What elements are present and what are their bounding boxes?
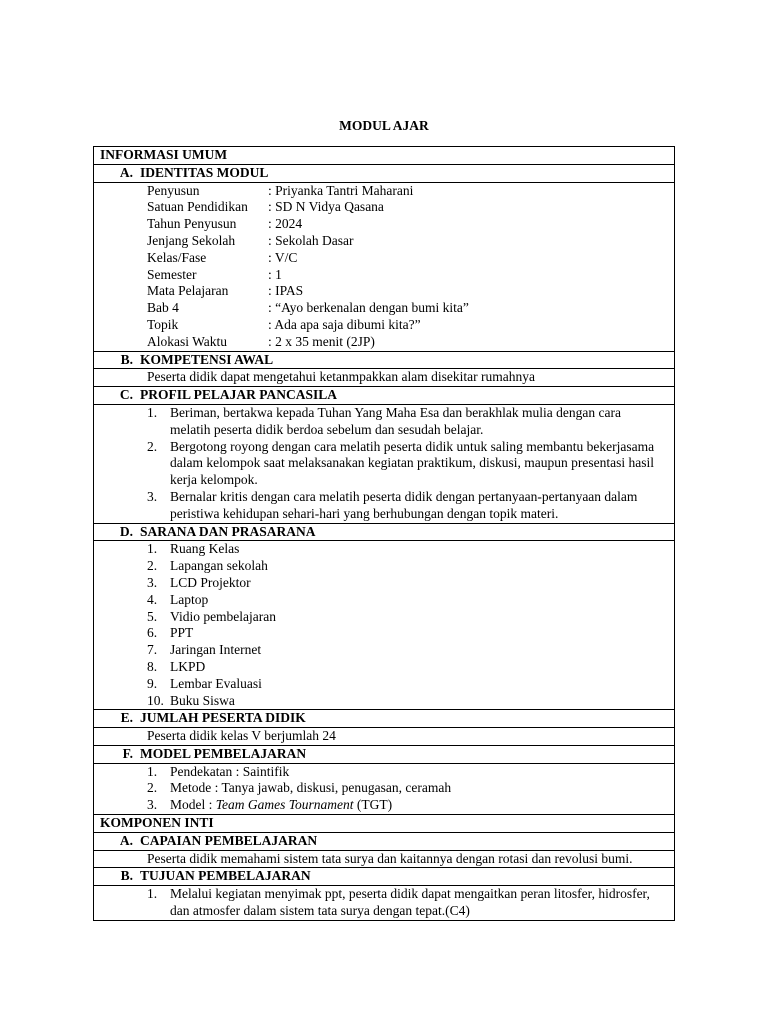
item-number: 1. <box>147 763 158 779</box>
section-heading: JUMLAH PESERTA DIDIK <box>140 710 306 726</box>
list-item <box>147 575 664 592</box>
identitas-value: : Priyanka Tantri Maharani <box>268 182 414 198</box>
identitas-value: : 2024 <box>268 216 303 232</box>
identitas-value: : Ada apa saja dibumi kita?” <box>268 316 421 332</box>
sarana-body <box>94 541 675 710</box>
item-number: 2. <box>147 780 158 796</box>
section-letter: A. <box>119 164 133 180</box>
sarana-heading-cell <box>94 523 675 541</box>
identitas-row <box>147 334 664 351</box>
kompetensi-text: Peserta didik dapat mengetahui ketanmpakkan alam disekitar rumahnya <box>94 369 675 387</box>
section-letter: D. <box>119 523 133 539</box>
identitas-row <box>147 317 664 334</box>
identitas-label: Topik <box>147 316 179 332</box>
item-text: Beriman, bertakwa kepada Tuhan Yang Maha Esa dan berakhlak mulia dengan cara melatih peserta didik berdoa sebelum dan sesudah belajar. <box>170 404 621 437</box>
profil-list <box>147 405 664 523</box>
model-suffix: (TGT) <box>353 797 393 813</box>
model-name-italic: Team Games Tournament <box>215 797 354 813</box>
item-number: 10. <box>147 692 164 708</box>
komponen-inti-heading: KOMPONEN INTI <box>94 815 675 833</box>
item-text: Pendekatan : Saintifik <box>170 763 290 779</box>
identitas-label: Tahun Penyusun <box>147 216 237 232</box>
section-letter: B. <box>120 351 133 367</box>
item-text: Vidio pembelajaran <box>170 608 277 624</box>
item-text <box>170 797 392 814</box>
identitas-row <box>147 216 664 233</box>
module-table <box>93 146 675 921</box>
kompetensi-heading-cell <box>94 351 675 369</box>
identitas-label: Penyusun <box>147 182 200 198</box>
section-heading: TUJUAN PEMBELAJARAN <box>140 868 311 884</box>
item-text: Bergotong royong dengan cara melatih peserta didik untuk saling membantu bekerjasama dalam kelompok saat melaksanakan kegiatan praktikum, diskusi, maupun presentasi hasil kerja kelompok. <box>170 438 655 488</box>
capaian-heading-cell <box>94 832 675 850</box>
document-title: MODUL AJAR <box>339 118 429 133</box>
item-number: 1. <box>147 404 158 420</box>
section-heading: PROFIL PELAJAR PANCASILA <box>140 387 338 403</box>
identitas-label: Alokasi Waktu <box>147 333 228 349</box>
item-text: Lapangan sekolah <box>170 558 268 574</box>
list-item <box>147 780 664 797</box>
section-heading: SARANA DAN PRASARANA <box>140 523 316 539</box>
item-text: Jaringan Internet <box>170 642 262 658</box>
identitas-label: Bab 4 <box>147 300 179 316</box>
model-list <box>147 764 664 814</box>
item-number: 2. <box>147 438 158 454</box>
tujuan-heading-cell <box>94 868 675 886</box>
informasi-umum-heading: INFORMASI UMUM <box>94 147 675 165</box>
item-number: 6. <box>147 625 158 641</box>
list-item <box>147 405 664 439</box>
section-letter: F. <box>122 745 133 761</box>
identitas-row <box>147 250 664 267</box>
identitas-label: Semester <box>147 266 197 282</box>
jumlah-text: Peserta didik kelas V berjumlah 24 <box>94 728 675 746</box>
item-text: Buku Siswa <box>170 692 235 708</box>
item-number: 3. <box>147 574 158 590</box>
item-number: 3. <box>147 797 158 813</box>
item-number: 8. <box>147 658 158 674</box>
list-item <box>147 609 664 626</box>
item-text: Bernalar kritis dengan cara melatih peserta didik dengan pertanyaan-pertanyaan dalam peristiwa kehidupan sehari-hari yang berhubungan dengan topik materi. <box>170 488 638 521</box>
identitas-row <box>147 300 664 317</box>
list-item <box>147 886 664 920</box>
list-item <box>147 489 664 523</box>
item-text: Laptop <box>170 591 209 607</box>
identitas-body <box>94 182 675 351</box>
identitas-value: : IPAS <box>268 283 304 299</box>
tujuan-list <box>147 886 664 920</box>
section-letter: B. <box>120 868 133 884</box>
capaian-text: Peserta didik memahami sistem tata surya dan kaitannya dengan rotasi dan revolusi bumi. <box>94 850 675 868</box>
section-heading: KOMPETENSI AWAL <box>140 351 274 367</box>
identitas-row <box>147 267 664 284</box>
identitas-list <box>147 183 664 351</box>
identitas-row <box>147 183 664 200</box>
identitas-label: Mata Pelajaran <box>147 283 229 299</box>
section-letter: C. <box>119 387 133 403</box>
identitas-value: : “Ayo berkenalan dengan bumi kita” <box>268 300 469 316</box>
model-heading-cell <box>94 745 675 763</box>
item-number: 4. <box>147 591 158 607</box>
list-item <box>147 558 664 575</box>
identitas-value: : Sekolah Dasar <box>268 232 354 248</box>
identitas-value: : V/C <box>268 249 298 265</box>
list-item <box>147 659 664 676</box>
model-prefix: Model : <box>170 797 216 813</box>
list-item <box>147 642 664 659</box>
section-letter: E. <box>120 710 133 726</box>
identitas-row <box>147 233 664 250</box>
item-text: LKPD <box>170 658 206 674</box>
item-text: Metode : Tanya jawab, diskusi, penugasan, ceramah <box>170 780 452 796</box>
list-item <box>147 797 664 814</box>
list-item <box>147 541 664 558</box>
item-text: Lembar Evaluasi <box>170 675 262 691</box>
section-heading: IDENTITAS MODUL <box>140 164 269 180</box>
profil-body <box>94 404 675 523</box>
item-text: Ruang Kelas <box>170 541 240 557</box>
identitas-value: : 1 <box>268 266 282 282</box>
identitas-value: : SD N Vidya Qasana <box>268 199 384 215</box>
section-letter: A. <box>119 832 133 848</box>
identitas-label: Kelas/Fase <box>147 249 207 265</box>
model-body <box>94 763 675 814</box>
list-item <box>147 439 664 489</box>
item-text: LCD Projektor <box>170 574 251 590</box>
identitas-label: Satuan Pendidikan <box>147 199 248 215</box>
item-text: PPT <box>170 625 194 641</box>
sarana-list <box>147 541 664 709</box>
item-number: 9. <box>147 675 158 691</box>
jumlah-heading-cell <box>94 710 675 728</box>
item-text: Melalui kegiatan menyimak ppt, peserta didik dapat mengaitkan peran litosfer, hidrosfer, dan atmosfer dalam sistem tata surya dengan tepat.(C4) <box>170 886 650 919</box>
item-number: 1. <box>147 886 158 902</box>
list-item <box>147 625 664 642</box>
profil-heading-cell <box>94 387 675 405</box>
list-item <box>147 693 664 710</box>
identitas-row <box>147 199 664 216</box>
item-number: 5. <box>147 608 158 624</box>
identitas-value: : 2 x 35 menit (2JP) <box>268 333 375 349</box>
identitas-label: Jenjang Sekolah <box>147 232 236 248</box>
identitas-heading-cell <box>94 164 675 182</box>
section-heading: MODEL PEMBELAJARAN <box>140 745 307 761</box>
item-number: 2. <box>147 558 158 574</box>
list-item <box>147 592 664 609</box>
tujuan-body <box>94 886 675 921</box>
section-heading: CAPAIAN PEMBELAJARAN <box>140 832 318 848</box>
item-number: 3. <box>147 488 158 504</box>
list-item <box>147 764 664 781</box>
item-number: 1. <box>147 541 158 557</box>
list-item <box>147 676 664 693</box>
item-number: 7. <box>147 642 158 658</box>
identitas-row <box>147 283 664 300</box>
